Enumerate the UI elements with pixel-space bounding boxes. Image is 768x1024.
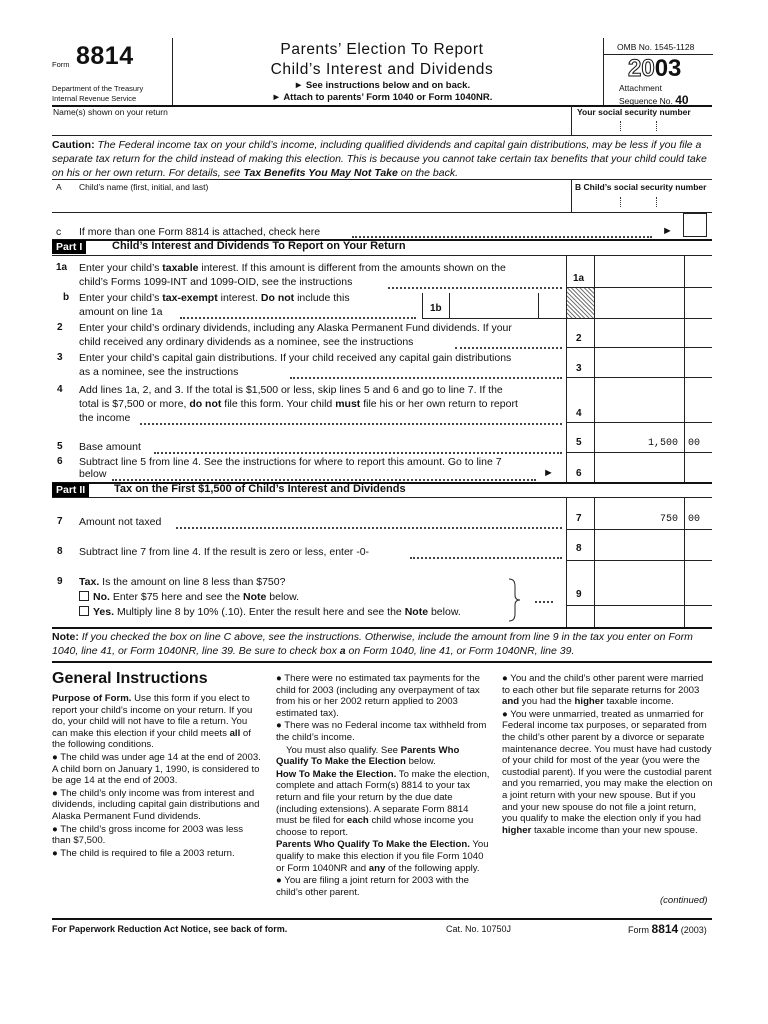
your-ssn-label: Your social security number — [577, 107, 691, 117]
line-4-text-line2 — [79, 397, 564, 411]
line-6-text-line2: below — [79, 468, 107, 480]
purpose-all: all — [229, 727, 241, 739]
condition-estimated-text: There were no estimated tax payments for the child for 2003 (including any overpayment of tax from his or her 2002 return applied to 2003 estimated tax). — [276, 673, 480, 719]
line-5-amount: 1,500 — [647, 438, 678, 449]
line-2-text-line2: child received any ordinary dividends as a nominee, see the instructions — [79, 336, 414, 348]
condition-joint: ● You are filing a joint return for 2003 with the child’s other parent. — [276, 875, 470, 898]
line-1b-text-c: include this — [294, 292, 350, 304]
line-3-num: 3 — [57, 352, 63, 363]
condition-separate-higher: higher — [574, 696, 604, 708]
parents-any: any — [368, 862, 386, 874]
line-1b-bold: tax-exempt — [162, 292, 218, 304]
how-to-heading: How To Make the Election. — [276, 768, 397, 780]
parents-paragraph — [276, 839, 490, 874]
note-paragraph — [52, 630, 714, 658]
purpose-paragraph — [52, 693, 262, 751]
line-6-num: 6 — [57, 456, 63, 467]
line-1a-text — [79, 261, 564, 275]
line-9-yes-note: Note — [404, 606, 429, 618]
continued-label: (continued) — [660, 895, 708, 906]
line-9-brace — [505, 578, 523, 622]
multiple-forms-checkbox[interactable] — [683, 213, 707, 237]
form-title-line1: Parents’ Election To Report — [280, 41, 484, 58]
line-1a-num: 1a — [56, 262, 68, 273]
caution-ref: Tax Benefits You May Not Take — [243, 167, 398, 179]
line-a-letter: A — [56, 182, 62, 192]
line-9-box-label: 9 — [576, 589, 582, 600]
tax-year-bold: 03 — [654, 55, 682, 82]
line-1b-amount[interactable] — [450, 293, 537, 318]
line-9-yes-text-a: Multiply line 8 by 10% (.10). Enter the result here and see the — [114, 606, 405, 618]
note-label: Note: — [52, 631, 79, 643]
note-bold-a: a — [339, 645, 346, 657]
line-9-yes-checkbox[interactable] — [79, 606, 89, 616]
purpose-heading: Purpose of Form. — [52, 693, 132, 704]
line-1a-text-a: Enter your child’s — [79, 262, 163, 274]
instructions-column-3 — [502, 673, 714, 837]
paperwork-notice: For Paperwork Reduction Act Notice, see back of form. — [52, 924, 288, 934]
line-9-no-text-b: below. — [266, 591, 300, 603]
how-to-each: each — [346, 815, 369, 827]
condition-unmarried-higher: higher — [502, 824, 532, 836]
line-8-num: 8 — [57, 546, 63, 557]
tax-year — [628, 56, 681, 82]
line-2-amount[interactable] — [595, 319, 683, 346]
caution-label: Caution: — [52, 139, 95, 151]
line-1b-text-b: interest. — [217, 292, 261, 304]
line-1b-not: not — [277, 292, 295, 304]
line-9-question — [79, 575, 285, 589]
purpose-text: Use this form if you elect to report your child’s income on your return. If you do, your child will not have to file a return. You can make this election if your child meets — [52, 693, 253, 739]
line-7-num: 7 — [57, 516, 63, 527]
line-1b-num: b — [63, 292, 70, 303]
condition-estimated: ● There were no estimated tax payments for the child for 2003 (including any overpayment of tax from his or her 2002 return applied to 2003 estimated tax). — [276, 673, 480, 719]
line-1b-text — [79, 291, 350, 305]
instructions-column-2 — [276, 673, 490, 899]
form-word: Form — [52, 60, 70, 69]
condition-joint-text: You are filing a joint return for 2003 with the child’s other parent. — [276, 875, 470, 898]
condition-gross: ● The child’s gross income for 2003 was less than $7,500. — [52, 823, 244, 847]
footer-form-id — [628, 922, 707, 936]
parents-tail: of the following apply. — [385, 862, 480, 874]
line-4-must: must — [335, 398, 361, 410]
instructions-column-1 — [52, 670, 262, 860]
line-9-no-note: Note — [243, 591, 267, 603]
line-4-text: Add lines 1a, 2, and 3. If the total is $1,500 or less, skip lines 5 and 6 and go to line 7. If the — [79, 384, 503, 396]
note-text-a: If you checked the box on line C above, see the instructions. Otherwise, include the amount from line 9 in the tax you enter on Form 1040, line 41, or Form 1040NR, line 39. Be sure to check box — [52, 631, 693, 657]
irs-agency: Internal Revenue Service — [52, 94, 137, 103]
names-field[interactable] — [52, 117, 570, 134]
caution-text: The Federal income tax on your child’s income, including qualified dividends and capital gain distributions, may be less if you file a separate tax return for the child instead of making this election. This is because you cannot take certain tax benefits that your child could take on his or her own return. For details, see — [52, 139, 707, 179]
line-2-box-label: 2 — [576, 333, 582, 344]
line-4-do-not: do not — [189, 398, 222, 410]
names-label: Name(s) shown on your return — [53, 107, 168, 117]
line-7-amount: 750 — [659, 514, 678, 525]
line-6-amount[interactable] — [595, 453, 683, 482]
line-8-box-label: 8 — [576, 543, 582, 554]
department: Department of the Treasury — [52, 84, 144, 93]
line-1a-bold: taxable — [162, 262, 199, 274]
line-1a-text-b: interest. If this amount is different from the amounts shown on the — [198, 262, 506, 274]
condition-unmarried: ● You were unmarried, treated as unmarried for Federal income tax purposes, or separated from the child’s other parent by a divorce or separate maintenance decree. You must have had custody of your child for most of the year (you were the custodial parent). If you were the custodial parent and you remarried, you may make the election on a joint return with your new spouse. But if you and your new spouse do not file a joint return, you qualify to make the election only if you had higher taxable income than your new spouse. — [502, 708, 713, 836]
line-4-text-line3: the income — [79, 412, 131, 424]
line-7-box-label: 7 — [576, 513, 582, 524]
condition-required: ● The child is required to file a 2003 return. — [52, 847, 235, 859]
footer-form-number: 8814 — [651, 922, 679, 936]
line-5-num: 5 — [57, 441, 63, 452]
line-4-num: 4 — [57, 384, 63, 395]
line-9-no-option[interactable] — [79, 590, 299, 604]
form-number: 8814 — [76, 42, 134, 70]
line-1a-amount[interactable] — [595, 256, 683, 286]
parents-text: You qualify to make this election if you file Form 1040 or Form 1040NR and — [276, 839, 489, 874]
purpose-tail: of the following conditions. — [52, 727, 251, 751]
line-1a-box-label: 1a — [573, 273, 585, 284]
line-c-letter: c — [56, 226, 62, 238]
how-to-tail: child whose income you choose to report. — [276, 815, 474, 838]
condition-separate-a: You and the child’s other parent were married to each other but file separate returns for 2003 — [502, 673, 704, 696]
line-5-box-label: 5 — [576, 437, 582, 448]
tax-year-outline: 20 — [628, 55, 655, 82]
line-c-arrow: ► — [662, 225, 673, 237]
line-5-cents: 00 — [688, 438, 701, 449]
line-7-text: Amount not taxed — [79, 516, 162, 528]
line-9-question-text: Is the amount on line 8 less than $750? — [99, 576, 286, 588]
qualify-text-a: You must also qualify. See — [286, 744, 401, 756]
how-to-paragraph — [276, 769, 490, 839]
footer-year: (2003) — [680, 925, 707, 935]
line-3-box-label: 3 — [576, 363, 582, 374]
parents-heading: Parents Who Qualify To Make the Election. — [276, 839, 470, 851]
caution-tail: on the back. — [397, 167, 458, 179]
line-7-cents: 00 — [688, 514, 701, 525]
part1-title: Child’s Interest and Dividends To Report on Your Return — [112, 240, 406, 252]
qualify-text-b: below. — [405, 756, 436, 768]
form-title-line2: Child’s Interest and Dividends — [270, 61, 494, 78]
line-6-arrow: ► — [543, 467, 554, 479]
line-8-text: Subtract line 7 from line 4. If the result is zero or less, enter -0- — [79, 546, 370, 558]
line-9-amount[interactable] — [595, 561, 683, 605]
line-9-yes-option[interactable] — [79, 605, 461, 619]
condition-gross-text: The child’s gross income for 2003 was less than $7,500. — [52, 823, 244, 847]
line-4-part-e: file his or her own return to report — [360, 398, 518, 410]
condition-income-text: The child’s only income was from interest and dividends, including capital gain distributions and Alaska Permanent Fund dividends. — [52, 787, 260, 822]
how-to-text: To make the election, complete and attach Form(s) 8814 to your tax return and file your return by the due date (including extensions). A separate Form 8814 must be filed for — [276, 768, 490, 827]
line-2-text: Enter your child’s ordinary dividends, including any Alaska Permanent Fund dividends. If your — [79, 322, 512, 334]
line-1b-text-a: Enter your child’s — [79, 292, 163, 304]
condition-age-text: The child was under age 14 at the end of 2003. A child born on January 1, 1990, is considered to be age 14 at the end of 2003. — [52, 751, 261, 787]
child-ssn-label: B Child’s social security number — [575, 182, 707, 192]
line-8-amount[interactable] — [595, 530, 683, 559]
condition-age: ● The child was under age 14 at the end of 2003. A child born on January 1, 1990, is considered to be age 14 at the end of 2003. — [52, 751, 261, 787]
condition-unmarried-a: You were unmarried, treated as unmarried for Federal income tax purposes, or separated from the child’s other parent by a divorce or separate maintenance decree. You must have had custody of your child for most of the year (you were the custodial parent). If you were the custodial parent and you remarried, you may make the election on a joint return with your new spouse. But if you and your new spouse do not file a joint return, you qualify to make the election only if you had — [502, 708, 713, 825]
line-1b-do: Do — [260, 292, 275, 304]
part2-title: Tax on the First $1,500 of Child’s Interest and Dividends — [114, 483, 406, 495]
line-9-no-text-a: Enter $75 here and see the — [109, 591, 244, 603]
condition-withheld-text: There was no Federal income tax withheld from the child’s income. — [276, 720, 487, 743]
note-text-b: on Form 1040, line 41, or Form 1040NR, line 39. — [345, 645, 575, 657]
shaded-box — [567, 288, 594, 318]
line-3-text-line2: as a nominee, see the instructions — [79, 366, 239, 378]
line-2-num: 2 — [57, 322, 63, 333]
line-3-amount[interactable] — [595, 348, 683, 376]
catalog-number: Cat. No. 10750J — [446, 924, 512, 934]
line-9-num: 9 — [57, 576, 63, 587]
sequence-text: Sequence No. — [619, 96, 673, 106]
your-ssn-field[interactable] — [573, 117, 712, 134]
condition-required-text: The child is required to file a 2003 return. — [60, 847, 235, 859]
part1-tag: Part I — [52, 240, 86, 254]
omb-number: OMB No. 1545-1128 — [617, 42, 695, 52]
line-9-yes-text-b: below. — [428, 606, 461, 618]
line-1a-text-line2: child’s Forms 1099-INT and 1099-OID, see the instructions — [79, 276, 353, 288]
qualify-paragraph — [276, 745, 490, 768]
line-4-part-c: file this form. Your child — [221, 398, 336, 410]
instructions-reference: ► See instructions below and on back. — [293, 80, 471, 91]
sequence-number: 40 — [675, 93, 689, 107]
footer-form-word: Form — [628, 925, 649, 935]
line-6-text: Subtract line 5 from line 4. See the instructions for where to report this amount. Go to line 7 — [79, 456, 502, 468]
line-4-amount[interactable] — [595, 378, 683, 421]
line-9-yes-label: Yes. — [93, 606, 115, 618]
line-5-text: Base amount — [79, 441, 141, 453]
condition-separate: ● You and the child’s other parent were married to each other but file separate returns for 2003 and you had the higher taxable income. — [502, 673, 704, 708]
general-instructions-heading: General Instructions — [52, 670, 208, 687]
condition-separate-c: taxable income. — [603, 696, 674, 708]
line-9-no-label: No. — [93, 591, 110, 603]
line-1b-text-line2: amount on line 1a — [79, 306, 163, 318]
attach-instruction: ► Attach to parents’ Form 1040 or Form 1040NR. — [271, 92, 493, 103]
child-name-label: Child’s name (first, initial, and last) — [79, 182, 209, 192]
line-9-tax-label: Tax. — [79, 576, 100, 588]
condition-income: ● The child’s only income was from interest and dividends, including capital gain distributions and Alaska Permanent Fund dividends. — [52, 787, 260, 822]
line-c-text: If more than one Form 8814 is attached, check here — [79, 226, 321, 238]
part2-tag: Part II — [52, 483, 89, 497]
condition-separate-b: you had the — [519, 696, 575, 708]
child-name-field[interactable] — [76, 192, 569, 212]
condition-unmarried-b: taxable income than your new spouse. — [531, 824, 698, 836]
line-6-box-label: 6 — [576, 468, 582, 479]
condition-separate-and: and — [502, 696, 520, 708]
line-4-part-a: total is $7,500 or more, — [79, 398, 190, 410]
attachment-label: Attachment — [619, 83, 662, 93]
condition-withheld: ● There was no Federal income tax withheld from the child’s income. — [276, 720, 487, 743]
caution-paragraph — [52, 138, 714, 180]
line-4-box-label: 4 — [576, 408, 582, 419]
child-ssn-field[interactable] — [573, 193, 712, 211]
line-3-text: Enter your child’s capital gain distributions. If your child received any capital gain distributions — [79, 352, 512, 364]
line-9-no-checkbox[interactable] — [79, 591, 89, 601]
qualify-bold: Parents Who Qualify To Make the Election — [276, 744, 460, 768]
line-1b-box-label: 1b — [430, 303, 442, 314]
